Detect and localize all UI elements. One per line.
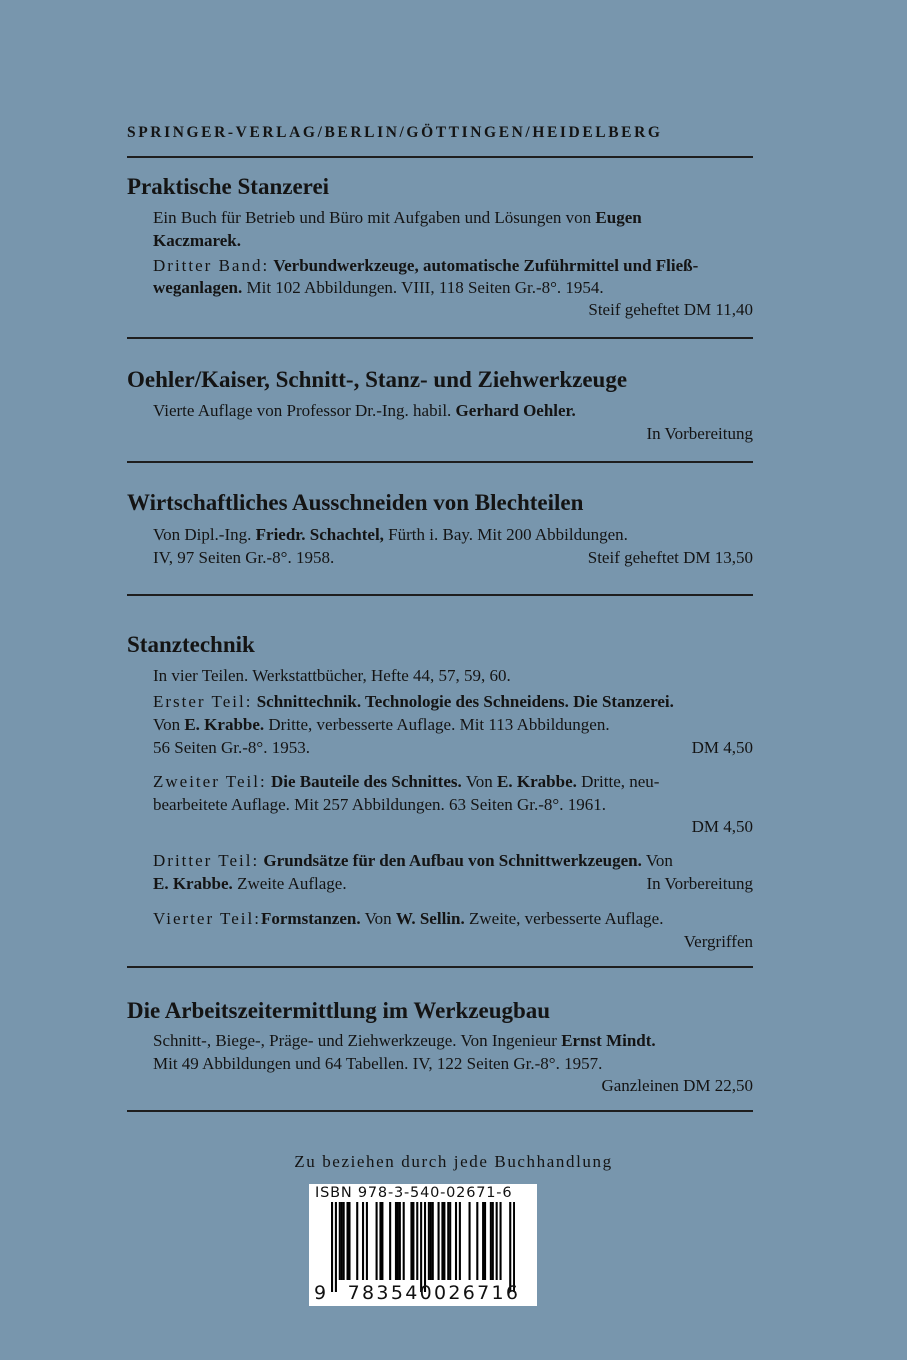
barcode-bar — [403, 1202, 405, 1280]
divider — [127, 1110, 753, 1112]
price: Ganzleinen DM 22,50 — [601, 1076, 753, 1095]
author-name: E. Krabbe. — [153, 874, 233, 893]
barcode-bar — [430, 1202, 432, 1280]
barcode-bar — [412, 1202, 414, 1280]
barcode-bar — [416, 1202, 418, 1280]
isbn-barcode — [309, 1184, 537, 1306]
publisher-header: SPRINGER-VERLAG/BERLIN/GÖTTINGEN/HEIDELBERG — [127, 124, 663, 141]
barcode-bar — [348, 1202, 350, 1280]
divider — [127, 337, 753, 339]
part-title: Formstanzen. — [260, 909, 361, 928]
barcode-bar — [424, 1202, 426, 1292]
barcode-bar — [343, 1202, 345, 1280]
part-label: Erster Teil: — [153, 692, 253, 711]
volume-info-line: weganlagen. Mit 102 Abbildungen. VIII, 118 Seiten Gr.-8°. 1954. — [153, 278, 604, 297]
volume-title: weganlagen. — [153, 278, 243, 297]
divider — [127, 461, 753, 463]
barcode-bar — [420, 1202, 422, 1292]
book-info-line: IV, 97 Seiten Gr.-8°. 1958. Steif geheftet DM 13,50 — [153, 548, 753, 567]
book-description: Von Dipl.-Ing. Friedr. Schachtel, Fürth i. Bay. Mit 200 Abbildungen. — [153, 525, 628, 544]
ean-first-digit: 9 — [314, 1282, 327, 1304]
barcode-bar — [482, 1202, 484, 1280]
author-name: E. Krabbe. — [184, 715, 265, 734]
author-name: Gerhard Oehler. — [455, 401, 576, 420]
book-title: Oehler/Kaiser, Schnitt-, Stanz- und Ziehwerkzeuge — [127, 367, 628, 392]
barcode-bar — [449, 1202, 451, 1280]
availability-status: In Vorbereitung — [646, 874, 753, 893]
book-title: Wirtschaftliches Ausschneiden von Blechteilen — [127, 490, 584, 515]
part-title: Schnittechnik. Technologie des Schneidens. Die Stanzerei. — [256, 692, 674, 711]
barcode-bar — [490, 1202, 492, 1280]
availability-status: Vergriffen — [683, 932, 753, 951]
author-name: Ernst Mindt. — [561, 1031, 656, 1050]
author-name: Friedr. Schachtel, — [255, 525, 384, 544]
barcode-bar — [395, 1202, 397, 1280]
part-label: Vierter Teil: — [153, 909, 261, 928]
barcode-bar — [379, 1202, 381, 1280]
barcode-bar — [389, 1202, 391, 1280]
author-name: W. Sellin. — [395, 909, 465, 928]
barcode-bar — [376, 1202, 378, 1280]
barcode-bar — [335, 1202, 337, 1292]
price: Steif geheftet DM 11,40 — [588, 300, 753, 319]
part-title: Grundsätze für den Aufbau von Schnittwerkzeugen. — [263, 851, 642, 870]
divider — [127, 156, 753, 158]
price: DM 4,50 — [691, 738, 753, 757]
barcode-bar — [509, 1202, 511, 1292]
book-description: Ein Buch für Betrieb und Büro mit Aufgaben und Lösungen von Eugen — [153, 208, 642, 227]
barcode-bar — [362, 1202, 364, 1280]
barcode-bar — [500, 1202, 502, 1280]
barcode-bar — [410, 1202, 412, 1280]
barcode-bar — [381, 1202, 383, 1280]
part-label: Zweiter Teil: — [153, 772, 267, 791]
barcode-bar — [399, 1202, 401, 1280]
barcode-bar — [484, 1202, 486, 1280]
price: Steif geheftet DM 13,50 — [587, 548, 753, 567]
book-description: In vier Teilen. Werkstattbücher, Hefte 44, 57, 59, 60. — [153, 666, 511, 685]
isbn-number: ISBN 978-3-540-02671-6 — [315, 1185, 513, 1201]
barcode-bar — [428, 1202, 430, 1280]
divider — [127, 594, 753, 596]
author-name: Kaczmarek. — [153, 231, 241, 250]
book-title: Die Arbeitszeitermittlung im Werkzeugbau — [127, 998, 551, 1023]
price: DM 4,50 — [691, 817, 753, 836]
book-title: Praktische Stanzerei — [127, 174, 330, 199]
book-author-line — [153, 231, 753, 251]
part-title-line — [153, 692, 753, 712]
barcode-bar — [469, 1202, 471, 1280]
ean-digits: 783540026716 — [347, 1282, 521, 1304]
barcode-bar — [346, 1202, 348, 1280]
barcode-bar — [339, 1202, 341, 1280]
author-name: E. Krabbe. — [497, 772, 577, 791]
barcode-bar — [455, 1202, 457, 1280]
part-info-line: bearbeitete Auflage. Mit 257 Abbildungen. 63 Seiten Gr.-8°. 1961. — [153, 795, 606, 814]
barcode-bar — [476, 1202, 478, 1280]
book-title: Stanztechnik — [127, 632, 255, 657]
barcode-bar — [331, 1202, 333, 1292]
footer-note: Zu beziehen durch jede Buchhandlung — [294, 1152, 613, 1171]
book-description: Schnitt-, Biege-, Präge- und Ziehwerkzeuge. Von Ingenieur Ernst Mindt. — [153, 1031, 656, 1050]
barcode-bar — [492, 1202, 494, 1280]
author-name: Eugen — [595, 208, 642, 227]
barcode-bar — [447, 1202, 449, 1280]
barcode-bar — [397, 1202, 399, 1280]
barcode-bar — [438, 1202, 440, 1280]
part-label: Dritter Teil: — [153, 851, 260, 870]
book-description: Vierte Auflage von Professor Dr.-Ing. habil. Gerhard Oehler. — [153, 401, 576, 420]
book-info-line: Mit 49 Abbildungen und 64 Tabellen. IV, 122 Seiten Gr.-8°. 1957. — [153, 1054, 603, 1073]
divider — [127, 966, 753, 968]
barcode-bar — [441, 1202, 443, 1280]
part-info-line: 56 Seiten Gr.-8°. 1953. DM 4,50 — [153, 738, 753, 757]
barcode-bar — [356, 1202, 358, 1280]
barcode-bar — [443, 1202, 445, 1280]
barcode-bar — [496, 1202, 498, 1280]
availability-status: In Vorbereitung — [646, 424, 753, 443]
part-title-line: Dritter Teil: Grundsätze für den Aufbau von Schnittwerkzeugen. Von — [153, 851, 673, 870]
part-info-line: Von E. Krabbe. Dritte, verbesserte Auflage. Mit 113 Abbildungen. — [153, 715, 610, 734]
part-info-line: E. Krabbe. Zweite Auflage. In Vorbereitung — [153, 874, 753, 893]
barcode-bars — [331, 1202, 515, 1294]
barcode-bar — [459, 1202, 461, 1280]
volume-line — [153, 256, 753, 276]
barcode-bar — [366, 1202, 368, 1280]
barcode-bar — [513, 1202, 515, 1292]
part-title: Die Bauteile des Schnittes. — [270, 772, 462, 791]
volume-label: Dritter Band: — [153, 256, 270, 275]
part-title-line: Zweiter Teil: Die Bauteile des Schnittes. Von E. Krabbe. Dritte, neu- — [153, 772, 660, 791]
barcode-bar — [341, 1202, 343, 1280]
volume-title: Verbundwerkzeuge, automatische Zuführmittel und Fließ- — [273, 256, 699, 275]
barcode-bar — [432, 1202, 434, 1280]
part-title-line: Vierter Teil:Formstanzen. Von W. Sellin. Zweite, verbesserte Auflage. — [153, 909, 664, 928]
